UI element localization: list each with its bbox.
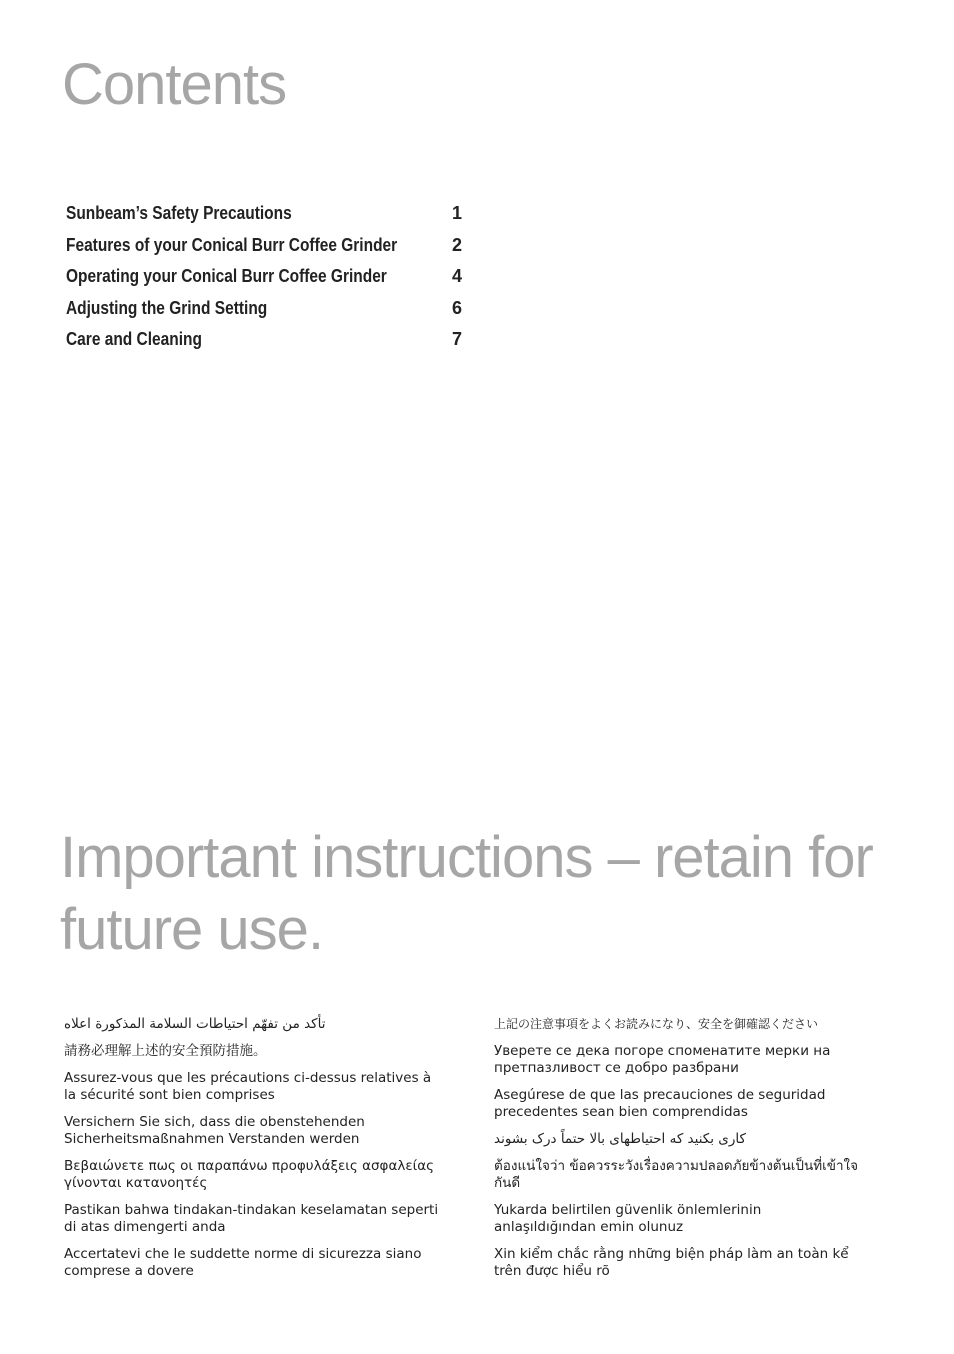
toc-entry[interactable]	[66, 261, 466, 293]
translation-macedonian: Уверете се дека погоре споменатите мерки на претпазливост се добро разбрани	[494, 1043, 831, 1076]
table-of-contents	[66, 198, 466, 356]
translation-thai: ต้องแน่ใจว่า ข้อควรระวังเรื่องความปลอดภัยข้างต้นเป็นที่เข้าใจกันดี	[494, 1158, 859, 1191]
translation-chinese: 請務必理解上述的安全預防措施。	[64, 1043, 267, 1059]
toc-entry-label: Care and Cleaning	[66, 329, 202, 350]
translations-left-column	[64, 1016, 444, 1290]
toc-entry-page: 6	[452, 297, 463, 318]
translation-japanese: 上記の注意事項をよくお読みになり、安全を御確認ください	[494, 1017, 819, 1031]
contents-title: Contents	[62, 52, 287, 117]
translation-french: Assurez-vous que les précautions ci-dessus relatives à la sécurité sont bien comprises	[64, 1070, 432, 1103]
toc-entry-page: 7	[452, 329, 463, 350]
translations-right-column	[494, 1016, 866, 1290]
translation-arabic: تأكد من تفهّم احتياطات السلامة المذكورة اعلاه	[64, 1016, 326, 1032]
toc-entry-label: Sunbeam’s Safety Precautions	[66, 203, 292, 224]
important-instructions-heading: Important instructions – retain for future use.	[60, 825, 873, 962]
translation-italian: Accertatevi che le suddette norme di sicurezza siano comprese a dovere	[64, 1246, 422, 1279]
toc-entry-page: 1	[452, 203, 463, 224]
translation-greek: Βεβαιώνετε πως οι παραπάνω προφυλάξεις ασφαλείας γίνονται κατανοητές	[64, 1158, 435, 1191]
toc-entry[interactable]	[66, 198, 466, 230]
toc-entry-page: 2	[452, 234, 463, 255]
toc-entry[interactable]	[66, 230, 466, 262]
toc-entry-page: 4	[452, 266, 463, 287]
toc-entry-label: Features of your Conical Burr Coffee Grinder	[66, 234, 398, 255]
translation-vietnamese: Xin kiểm chắc rằng những biện pháp làm an toàn kể trên được hiểu rõ	[494, 1246, 849, 1279]
toc-entry[interactable]	[66, 324, 466, 356]
toc-entry-label: Adjusting the Grind Setting	[66, 297, 268, 318]
toc-entry-label: Operating your Conical Burr Coffee Grinder	[66, 266, 387, 287]
translation-persian: کاری بکنید که احتیاطهای بالا حتماً درک بشوند	[494, 1131, 746, 1147]
translation-spanish: Asegúrese de que las precauciones de seguridad precedentes sean bien comprendidas	[494, 1087, 826, 1120]
translation-turkish: Yukarda belirtilen güvenlik önlemlerinin anlaşıldığından emin olunuz	[494, 1202, 762, 1235]
toc-entry[interactable]	[66, 293, 466, 325]
translation-indonesian: Pastikan bahwa tindakan-tindakan keselamatan seperti di atas dimengerti anda	[64, 1202, 439, 1235]
translation-german: Versichern Sie sich, dass die obenstehenden Sicherheitsmaßnahmen Verstanden werden	[64, 1114, 365, 1147]
